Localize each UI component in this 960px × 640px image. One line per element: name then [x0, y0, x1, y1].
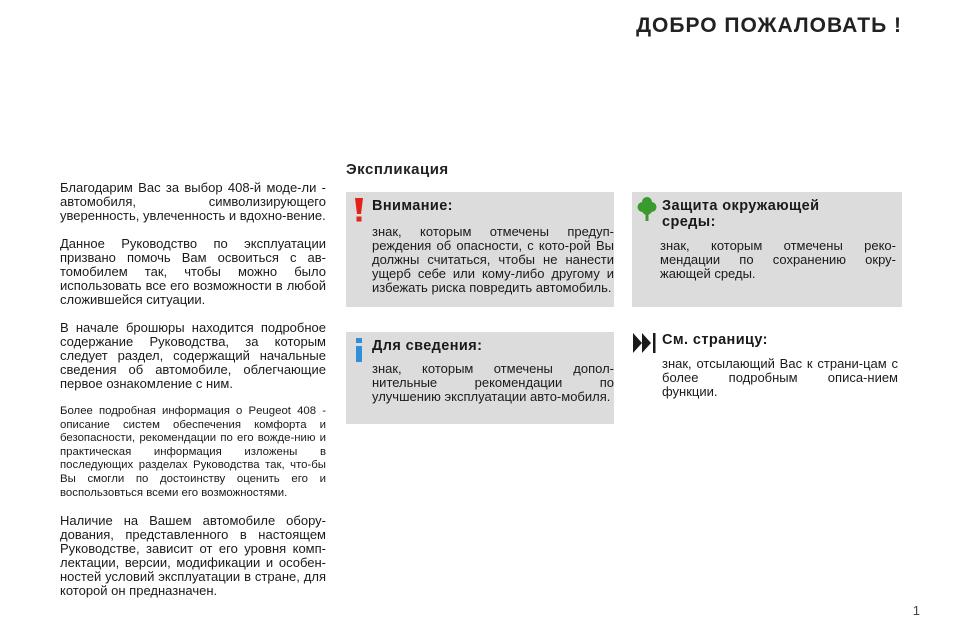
intro-paragraph: Благодарим Вас за выбор 408-й моде-ли - автомобиля, символизирующего уверенность, увлеченность и вдохно-вение.	[60, 180, 326, 223]
exclamation-icon	[351, 197, 367, 223]
info-description: знак, которым отмечены допол-нительные рекомендации по улучшению эксплуатации авто-мобиля.	[372, 361, 614, 404]
see-page-legend-box	[632, 332, 902, 424]
intro-paragraph-small: Более подробная информация о Peugeot 408 - описание систем обеспечения комфорта и безопасности, рекомендации по его вожде-нию и практическая информация изложены в последующих разделах Руководства так, что-бы Вы смогли по достоинству оценить его и воспользовться всеми его возможностями.	[60, 405, 326, 499]
warning-title: Внимание:	[372, 198, 453, 214]
environment-description: знак, которым отмечены реко-мендации по сохранению окру-жающей среды.	[660, 238, 896, 281]
legend-heading: Экспликация	[346, 161, 449, 178]
double-arrow-icon	[632, 332, 658, 354]
tree-icon	[637, 196, 657, 222]
intro-paragraph: В начале брошюры находится подробное содержание Руководства, за которым следует раздел, содержащий начальные сведения об автомобиле, облегчающие первое ознакомление с ним.	[60, 320, 326, 391]
intro-text-column	[60, 181, 326, 612]
warning-description: знак, которым отмечены предуп-реждения об опасности, с кото-рой Вы должны считаться, чтобы не нанести ущерб себе или кому-либо другому и избежать риска повредить автомобиль.	[372, 224, 614, 295]
page-number: 1	[912, 603, 920, 618]
info-icon	[352, 337, 366, 363]
see-page-title: См. страницу:	[662, 332, 768, 348]
environment-legend-box	[632, 192, 902, 307]
see-page-description: знак, отсылающий Вас к страни-цам с более подробным описа-нием функции.	[662, 356, 898, 399]
info-legend-box	[346, 332, 614, 424]
info-title: Для сведения:	[372, 338, 483, 354]
page-title: ДОБРО ПОЖАЛОВАТЬ !	[636, 14, 902, 37]
warning-legend-box	[346, 192, 614, 307]
intro-paragraph: Данное Руководство по эксплуатации призвано помочь Вам освоиться с ав-томобилем так, чтобы можно было использовать все его возможности в любой сложившейся ситуации.	[60, 236, 326, 307]
environment-title: Защита окружающей среды:	[662, 198, 820, 230]
intro-paragraph: Наличие на Вашем автомобиле обору-дования, представленного в настоящем Руководстве, зависит от его уровня комп-лектации, версии, модификации и особен-ностей условий эксплуатации в стране, для которой он предназначен.	[60, 513, 326, 599]
